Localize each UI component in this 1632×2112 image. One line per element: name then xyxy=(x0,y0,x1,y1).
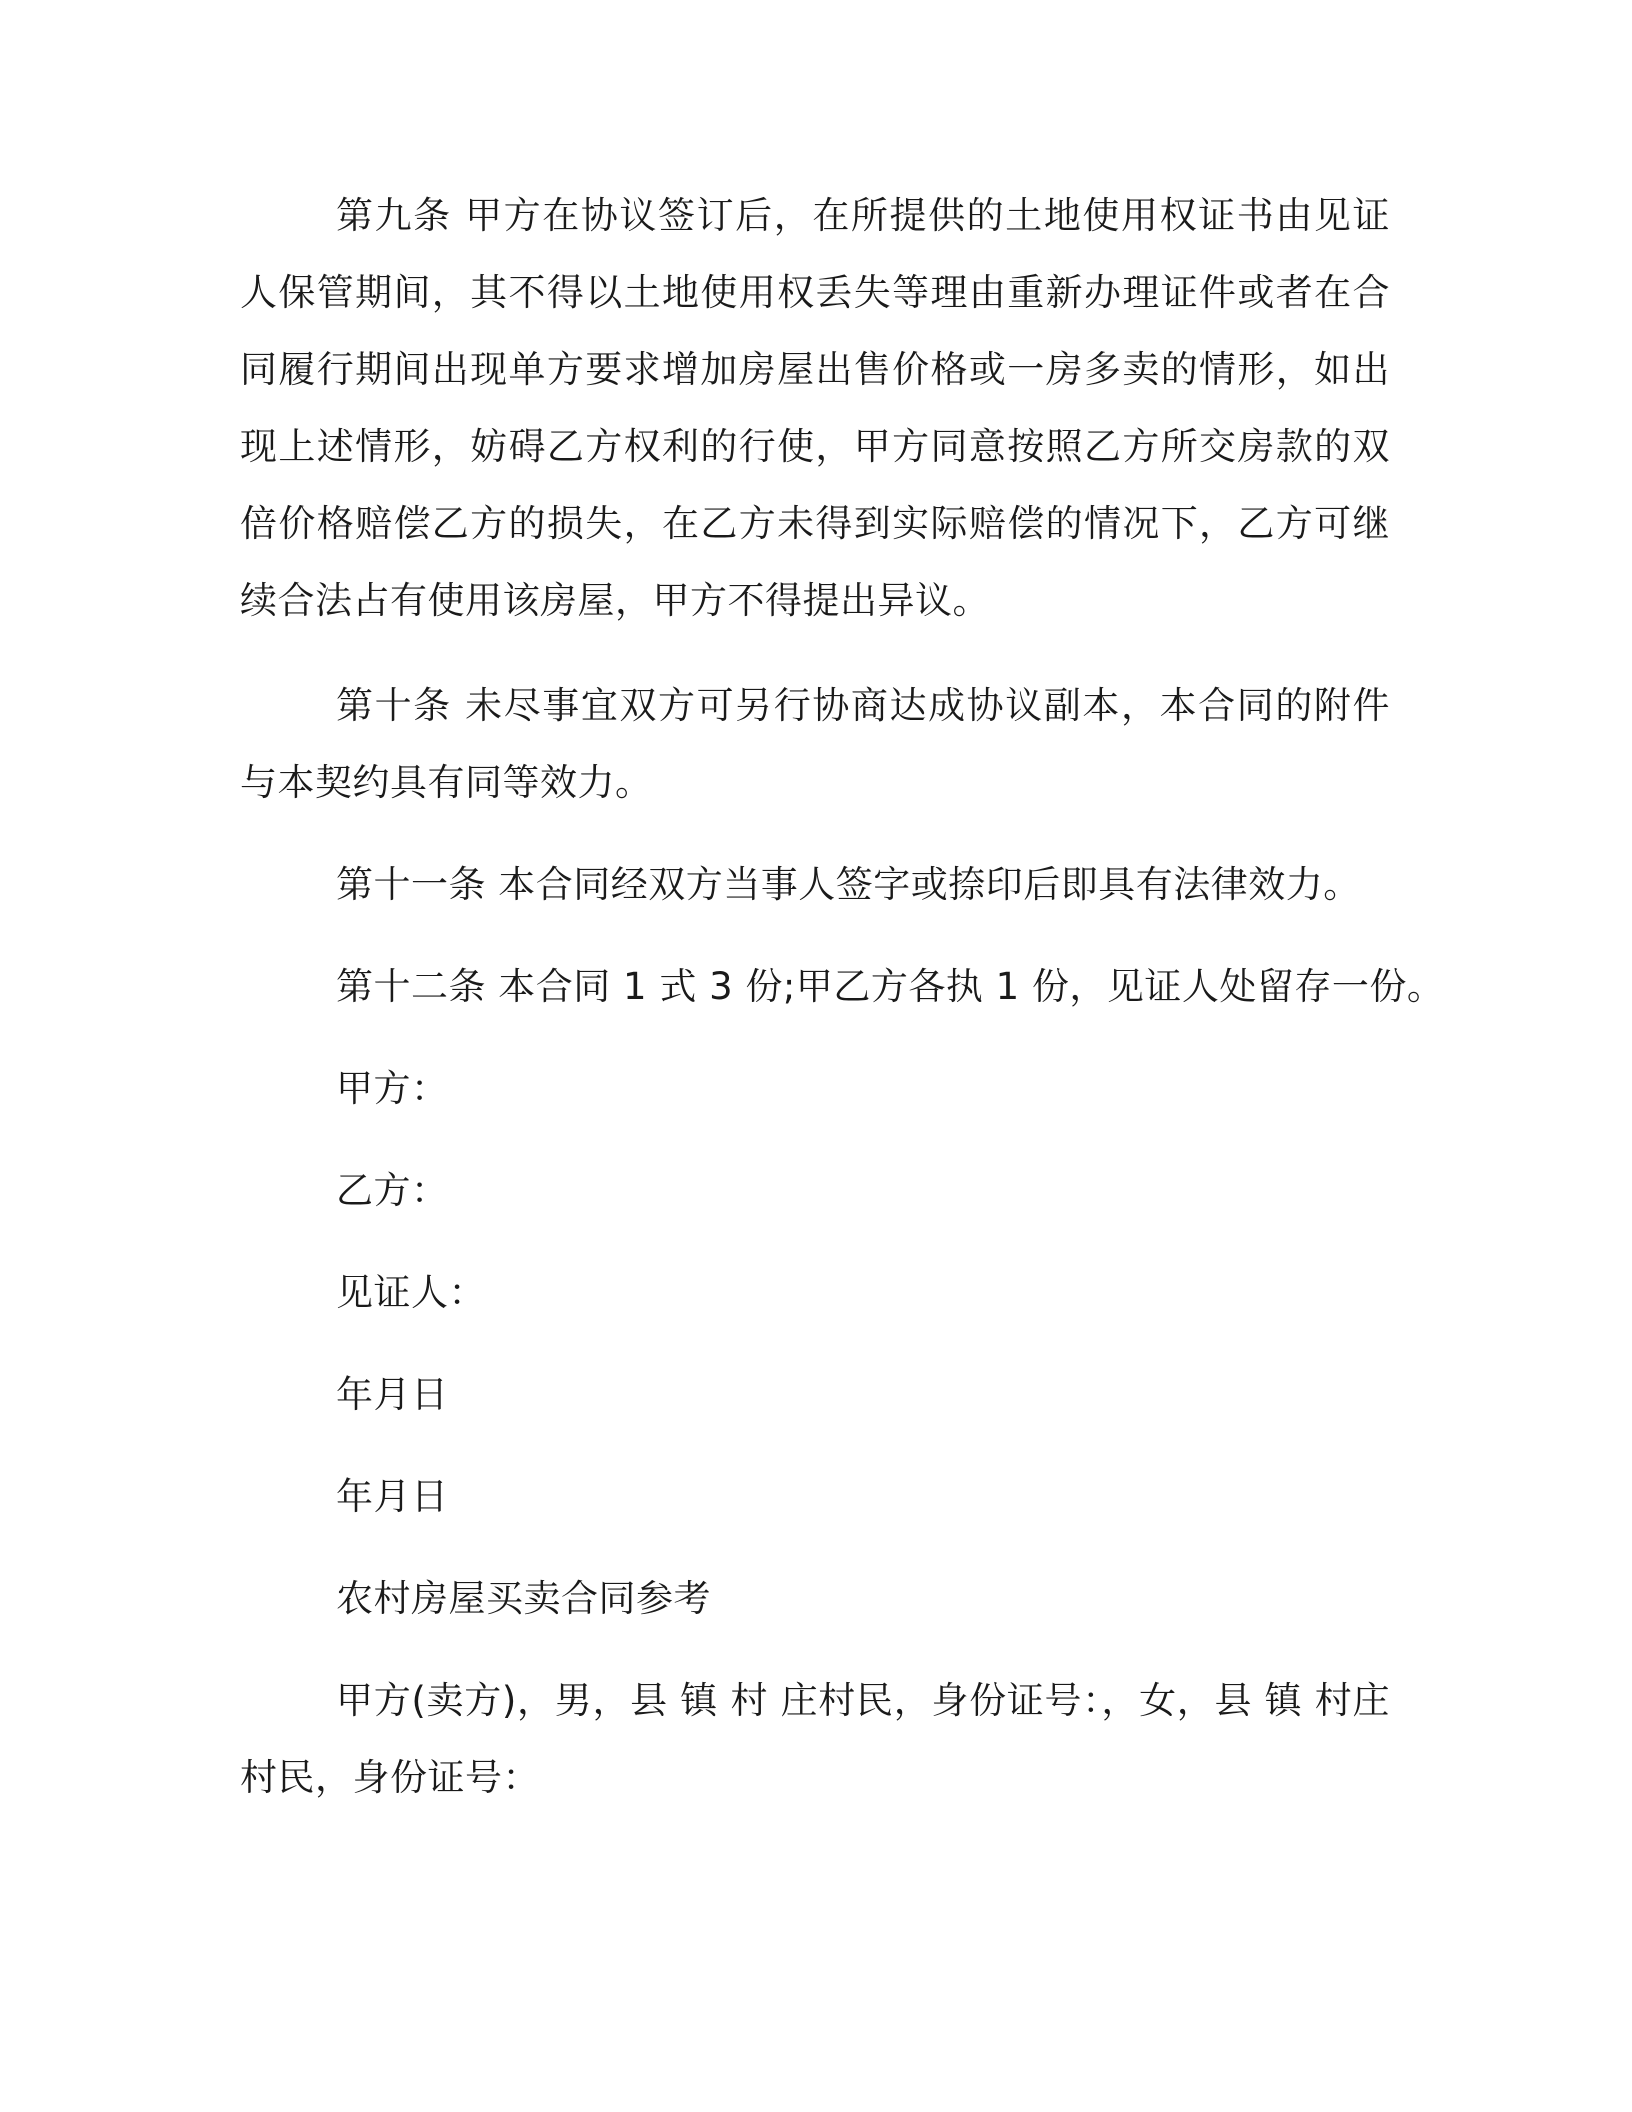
seller-clause-paragraph: 甲方(卖方)，男，县 镇 村 庄村民，身份证号：，女，县 镇 村庄村民，身份证号： xyxy=(240,1679,1390,1799)
date-line-1: 年月日 xyxy=(336,1373,449,1416)
witness-signature-line: 见证人： xyxy=(336,1271,486,1314)
reference-contract-title: 农村房屋买卖合同参考 xyxy=(336,1577,711,1620)
party-a-signature-line: 甲方： xyxy=(336,1067,449,1110)
party-b-signature-line: 乙方： xyxy=(336,1169,449,1212)
article-10-paragraph: 第十条 未尽事宜双方可另行协商达成协议副本，本合同的附件与本契约具有同等效力。 xyxy=(240,684,1390,804)
article-9-paragraph: 第九条 甲方在协议签订后，在所提供的土地使用权证书由见证人保管期间，其不得以土地使用权丢失等理由重新办理证件或者在合同履行期间出现单方要求增加房屋出售价格或一房多卖的情形，如出现上述情形，妨碍乙方权利的行使，甲方同意按照乙方所交房款的双倍价格赔偿乙方的损失，在乙方未得到实际赔偿的情况下，乙方可继续合法占有使用该房屋，甲方不得提出异议。 xyxy=(240,194,1390,622)
date-line-2: 年月日 xyxy=(336,1475,449,1518)
article-11-paragraph: 第十一条 本合同经双方当事人签字或捺印后即具有法律效力。 xyxy=(336,863,1361,906)
article-12-paragraph: 第十二条 本合同 1 式 3 份;甲乙方各执 1 份，见证人处留存一份。 xyxy=(336,965,1445,1008)
